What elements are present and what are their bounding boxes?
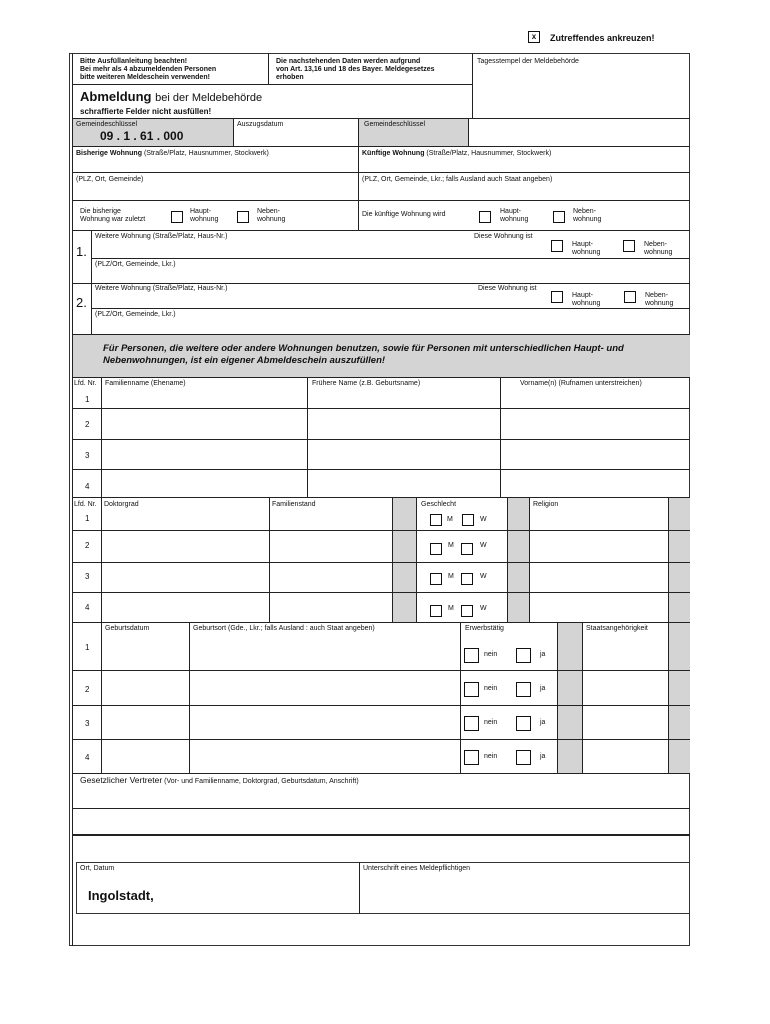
ja-label: ja bbox=[540, 685, 546, 692]
divider bbox=[500, 377, 501, 497]
shaded-column bbox=[392, 498, 416, 622]
fruehere-label: Frühere Name (z.B. Geburtsname) bbox=[312, 380, 421, 387]
legal-line: von Art. 13,16 und 18 des Bayer. Meldegesetzes bbox=[276, 66, 435, 73]
legal-line: erhoben bbox=[276, 74, 304, 81]
row-number: 3 bbox=[85, 719, 90, 728]
row-number: 2 bbox=[85, 420, 90, 429]
erwerbstaetig-label: Erwerbstätig bbox=[465, 625, 504, 632]
checkmark-example-box: x bbox=[528, 31, 540, 43]
divider bbox=[507, 497, 508, 622]
neben-label: wohnung bbox=[645, 300, 674, 307]
divider bbox=[72, 439, 690, 440]
vornamen-label: Vorname(n) (Rufnamen unterstreichen) bbox=[520, 380, 642, 387]
row-number: 4 bbox=[85, 603, 90, 612]
w-checkbox[interactable] bbox=[462, 514, 474, 526]
row-number: 2 bbox=[85, 685, 90, 694]
haupt-label: Haupt- bbox=[500, 208, 522, 215]
haupt-label: wohnung bbox=[572, 249, 601, 256]
neben-label: Neben- bbox=[257, 208, 280, 215]
row-number: 1 bbox=[85, 643, 90, 652]
w1-neben-checkbox[interactable] bbox=[623, 240, 635, 252]
ja-checkbox[interactable] bbox=[516, 716, 531, 731]
divider bbox=[72, 146, 690, 147]
banner-line: Für Personen, die weitere oder andere Wohnungen benutzen, sowie für Personen mit unterschiedlichen Haupt- und bbox=[103, 343, 624, 354]
plz-ort-left: (PLZ, Ort, Gemeinde) bbox=[76, 176, 144, 183]
divider bbox=[529, 497, 530, 622]
divider bbox=[468, 118, 469, 146]
neben-label: wohnung bbox=[573, 216, 602, 223]
w-label: W bbox=[480, 573, 487, 580]
divider bbox=[72, 283, 690, 284]
plz-lkr-1: (PLZ/Ort, Gemeinde, Lkr.) bbox=[95, 261, 176, 268]
row-number: 4 bbox=[85, 753, 90, 762]
left-margin-line bbox=[72, 53, 73, 946]
divider bbox=[269, 497, 270, 622]
divider bbox=[72, 172, 690, 173]
divider bbox=[557, 622, 558, 773]
weitere-2-label: Weitere Wohnung (Straße/Platz, Haus-Nr.) bbox=[95, 285, 228, 292]
divider bbox=[72, 408, 690, 409]
was-neben-checkbox[interactable] bbox=[237, 211, 249, 223]
geschlecht-label: Geschlecht bbox=[421, 501, 457, 508]
title-bold: Abmeldung bbox=[80, 89, 152, 104]
divider bbox=[72, 670, 690, 671]
note-line: bitte weiteren Meldeschein verwenden! bbox=[80, 74, 210, 81]
instruction-text: Zutreffendes ankreuzen! bbox=[550, 33, 655, 43]
was-label: Wohnung war zuletzt bbox=[80, 216, 146, 223]
ja-label: ja bbox=[540, 651, 546, 658]
w-checkbox[interactable] bbox=[461, 573, 473, 585]
religion-label: Religion bbox=[533, 501, 559, 508]
shaded-column bbox=[668, 498, 690, 622]
nein-label: nein bbox=[484, 685, 498, 692]
diese-2-label: Diese Wohnung ist bbox=[478, 285, 537, 292]
divider bbox=[392, 497, 393, 622]
divider bbox=[91, 308, 690, 309]
m-checkbox[interactable] bbox=[430, 514, 442, 526]
divider bbox=[268, 53, 269, 84]
w2-neben-checkbox[interactable] bbox=[624, 291, 636, 303]
will-neben-checkbox[interactable] bbox=[553, 211, 565, 223]
lfd-label: Lfd. Nr. bbox=[74, 501, 97, 508]
divider bbox=[72, 530, 690, 531]
w-label: W bbox=[480, 516, 487, 523]
haupt-label: Haupt- bbox=[572, 292, 594, 299]
familienstand-label: Familienstand bbox=[272, 501, 316, 508]
divider bbox=[72, 469, 690, 470]
neben-label: wohnung bbox=[257, 216, 286, 223]
ja-checkbox[interactable] bbox=[516, 682, 531, 697]
note-line: Bitte Ausfüllanleitung beachten! bbox=[80, 58, 188, 65]
divider bbox=[358, 118, 359, 146]
form-title bbox=[80, 89, 262, 104]
note-line: Bei mehr als 4 abzumeldenden Personen bbox=[80, 66, 217, 73]
divider bbox=[72, 230, 690, 231]
w-label: W bbox=[480, 542, 487, 549]
haupt-label: wohnung bbox=[572, 300, 601, 307]
divider bbox=[72, 739, 690, 740]
ja-checkbox[interactable] bbox=[516, 750, 531, 765]
divider bbox=[72, 562, 690, 563]
geburtsort-label: Geburtsort (Gde., Lkr.; falls Ausland : auch Staat angeben) bbox=[193, 625, 375, 632]
divider bbox=[416, 497, 417, 622]
divider bbox=[189, 622, 190, 773]
divider bbox=[101, 377, 102, 622]
shaded-column bbox=[507, 498, 529, 622]
row-number: 3 bbox=[85, 572, 90, 581]
m-label: M bbox=[448, 573, 454, 580]
signature-label: Unterschrift eines Meldepflichtigen bbox=[363, 865, 470, 872]
w1-haupt-checkbox[interactable] bbox=[551, 240, 563, 252]
divider bbox=[72, 84, 472, 85]
neben-label: Neben- bbox=[644, 241, 667, 248]
haupt-label: Haupt- bbox=[190, 208, 212, 215]
shaded-column bbox=[668, 623, 690, 773]
m-label: M bbox=[448, 605, 454, 612]
nein-label: nein bbox=[484, 651, 498, 658]
divider bbox=[72, 808, 690, 809]
divider bbox=[72, 705, 690, 706]
will-haupt-checkbox[interactable] bbox=[479, 211, 491, 223]
weitere-2-number: 2. bbox=[76, 295, 87, 310]
w-checkbox[interactable] bbox=[461, 605, 473, 617]
divider bbox=[359, 862, 360, 914]
row-number: 3 bbox=[85, 451, 90, 460]
gemeindeschluessel2-label: Gemeindeschlüssel bbox=[364, 121, 426, 128]
nein-label: nein bbox=[484, 753, 498, 760]
gemeindeschluessel-value: 09 . 1 . 61 . 000 bbox=[100, 129, 184, 143]
divider bbox=[72, 377, 690, 378]
divider bbox=[233, 118, 234, 146]
divider bbox=[582, 622, 583, 773]
neben-label: Neben- bbox=[573, 208, 596, 215]
divider bbox=[101, 622, 102, 773]
row-number: 1 bbox=[85, 395, 90, 404]
form-frame bbox=[69, 53, 690, 946]
banner-line: Nebenwohnungen, ist ein eigener Abmeldeschein auszufüllen! bbox=[103, 355, 386, 366]
divider bbox=[91, 258, 690, 259]
legal-line: Die nachstehenden Daten werden aufgrund bbox=[276, 58, 421, 65]
was-haupt-checkbox[interactable] bbox=[171, 211, 183, 223]
m-checkbox[interactable] bbox=[430, 573, 442, 585]
weitere-1-number: 1. bbox=[76, 244, 87, 259]
nein-checkbox[interactable] bbox=[464, 682, 479, 697]
lfd-label: Lfd. Nr. bbox=[74, 380, 97, 387]
haupt-label: Haupt- bbox=[572, 241, 594, 248]
w2-haupt-checkbox[interactable] bbox=[551, 291, 563, 303]
row-number: 1 bbox=[85, 514, 90, 523]
divider bbox=[472, 53, 473, 118]
kuenftige-wohnung-label: Künftige Wohnung (Straße/Platz, Hausnummer, Stockwerk) bbox=[362, 150, 552, 157]
m-checkbox[interactable] bbox=[430, 605, 442, 617]
shaded-column bbox=[557, 623, 582, 773]
ja-label: ja bbox=[540, 753, 546, 760]
stamp-label: Tagesstempel der Meldebehörde bbox=[477, 58, 579, 65]
nein-checkbox[interactable] bbox=[464, 750, 479, 765]
divider bbox=[668, 497, 669, 622]
neben-label: Neben- bbox=[645, 292, 668, 299]
divider bbox=[668, 622, 669, 773]
doktorgrad-label: Doktorgrad bbox=[104, 501, 139, 508]
title-rest: bei der Meldebehörde bbox=[155, 92, 263, 104]
diese-1-label: Diese Wohnung ist bbox=[474, 233, 533, 240]
divider bbox=[358, 146, 359, 230]
neben-label: wohnung bbox=[644, 249, 673, 256]
w-label: W bbox=[480, 605, 487, 612]
auszugsdatum-label: Auszugsdatum bbox=[237, 121, 284, 128]
m-label: M bbox=[448, 542, 454, 549]
divider bbox=[72, 622, 690, 623]
bisherige-wohnung-label: Bisherige Wohnung (Straße/Platz, Hausnummer, Stockwerk) bbox=[76, 150, 269, 157]
haupt-label: wohnung bbox=[190, 216, 219, 223]
divider bbox=[72, 834, 690, 836]
nein-checkbox[interactable] bbox=[464, 716, 479, 731]
ort-value: Ingolstadt, bbox=[88, 888, 154, 903]
geburtsdatum-label: Geburtsdatum bbox=[105, 625, 150, 632]
divider bbox=[91, 230, 92, 334]
divider bbox=[72, 200, 690, 201]
divider bbox=[307, 377, 308, 497]
gemeindeschluessel-label: Gemeindeschlüssel bbox=[76, 121, 138, 128]
divider bbox=[72, 773, 690, 774]
divider bbox=[460, 622, 461, 773]
plz-ort-right: (PLZ, Ort, Gemeinde, Lkr.; falls Ausland auch Staat angeben) bbox=[362, 176, 553, 183]
familienname-label: Familienname (Ehename) bbox=[105, 380, 186, 387]
divider bbox=[72, 592, 690, 593]
ort-datum-label: Ort, Datum bbox=[80, 865, 115, 872]
nein-checkbox[interactable] bbox=[464, 648, 479, 663]
shaded-note: schraffierte Felder nicht ausfüllen! bbox=[80, 107, 212, 116]
ja-checkbox[interactable] bbox=[516, 648, 531, 663]
ja-label: ja bbox=[540, 719, 546, 726]
nein-label: nein bbox=[484, 719, 498, 726]
divider bbox=[72, 497, 690, 498]
weitere-1-label: Weitere Wohnung (Straße/Platz, Haus-Nr.) bbox=[95, 233, 228, 240]
plz-lkr-2: (PLZ/Ort, Gemeinde, Lkr.) bbox=[95, 311, 176, 318]
was-label: Die bisherige bbox=[80, 208, 121, 215]
haupt-label: wohnung bbox=[500, 216, 529, 223]
row-number: 2 bbox=[85, 541, 90, 550]
row-number: 4 bbox=[85, 482, 90, 491]
vertreter-label: Gesetzlicher Vertreter (Vor- und Familienname, Doktorgrad, Geburtsdatum, Anschrift) bbox=[80, 775, 359, 785]
m-label: M bbox=[447, 516, 453, 523]
staatsangehoerigkeit-label: Staatsangehörigkeit bbox=[586, 625, 648, 632]
w-checkbox[interactable] bbox=[461, 543, 473, 555]
will-label: Die künftige Wohnung wird bbox=[362, 211, 446, 218]
m-checkbox[interactable] bbox=[430, 543, 442, 555]
